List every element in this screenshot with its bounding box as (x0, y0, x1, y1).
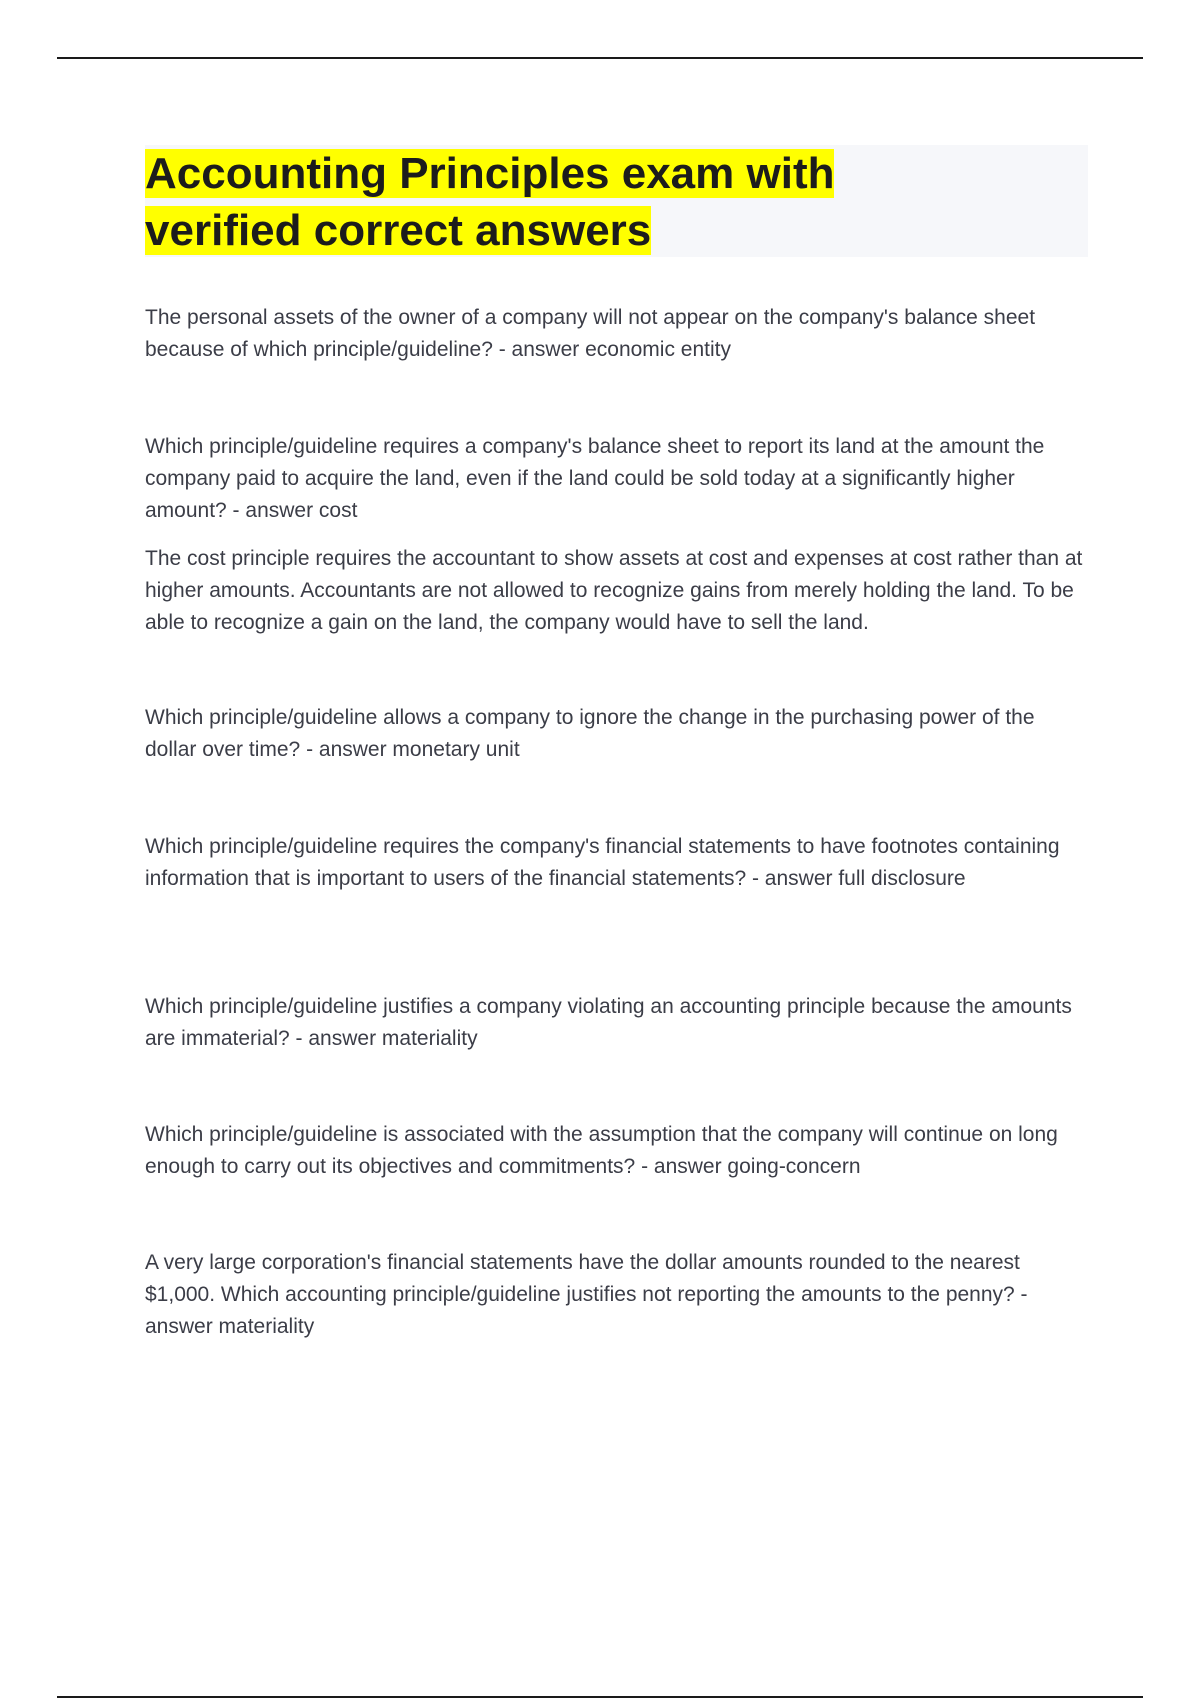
qa-item-cost-explanation: The cost principle requires the accountant to show assets at cost and expenses at cost rather than at higher amounts. Accountants are not allowed to recognize gains from merely holding the land. To be able to recognize a gain on the land, the company would have to sell the land. (145, 547, 1083, 634)
qa-item-cost: Which principle/guideline requires a company's balance sheet to report its land at the amount the company paid to acquire the land, even if the land could be sold today at a significantly higher amount? - answer cost (145, 435, 1045, 522)
bottom-divider (57, 1696, 1143, 1698)
qa-item-economic-entity: The personal assets of the owner of a company will not appear on the company's balance sheet because of which principle/guideline? - answer economic entity (145, 306, 1036, 361)
qa-item-materiality-rounding: A very large corporation's financial statements have the dollar amounts rounded to the nearest $1,000. Which accounting principle/guideline justifies not reporting the amounts to the penny? - answer materiality (145, 1251, 1028, 1338)
qa-item-materiality: Which principle/guideline justifies a company violating an accounting principle because the amounts are immaterial? - answer materiality (145, 995, 1072, 1050)
qa-item-monetary-unit: Which principle/guideline allows a company to ignore the change in the purchasing power of the dollar over time? - answer monetary unit (145, 706, 1035, 761)
qa-item-full-disclosure: Which principle/guideline requires the company's financial statements to have footnotes containing information that is important to users of the financial statements? - answer full disclosure (145, 835, 1060, 890)
document-title: Accounting Principles exam with verified correct answers (145, 149, 835, 255)
title-block (145, 145, 1088, 257)
top-divider (57, 57, 1143, 59)
qa-item-going-concern: Which principle/guideline is associated with the assumption that the company will continue on long enough to carry out its objectives and commitments? - answer going-concern (145, 1123, 1058, 1178)
